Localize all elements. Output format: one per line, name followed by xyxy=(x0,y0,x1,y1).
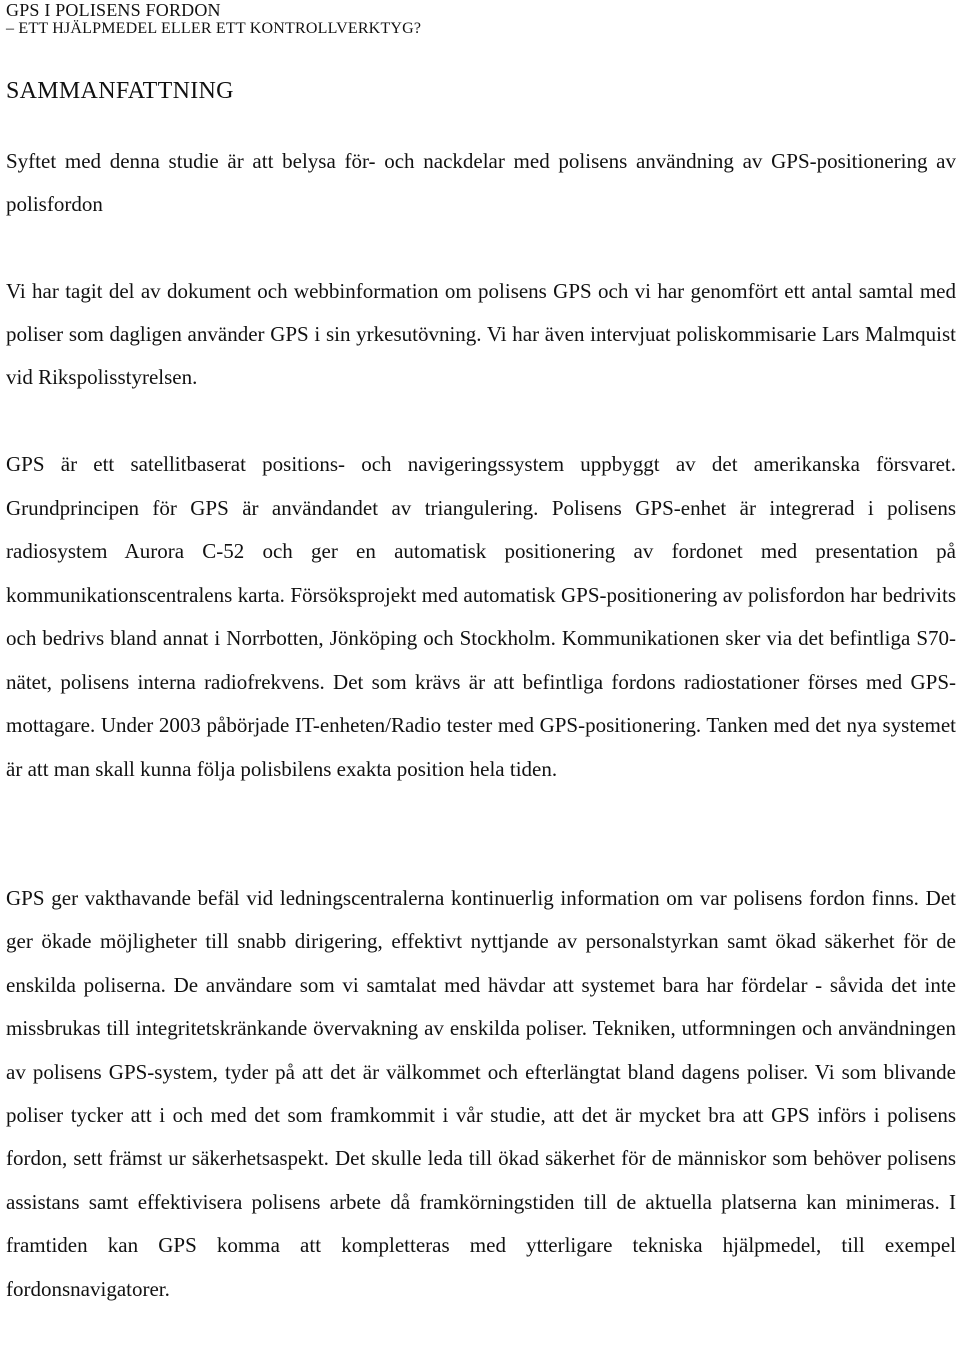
header-title: GPS I POLISENS FORDON xyxy=(6,0,221,20)
paragraph-purpose: Syftet med denna studie är att belysa för- och nackdelar med polisens användning av GPS-positionering av polisfordon xyxy=(6,149,956,216)
section-heading: SAMMANFATTNING xyxy=(6,78,234,104)
paragraph-conclusion: GPS ger vakthavande befäl vid ledningscentralerna kontinuerlig information om var polisens fordon finns. Det ger ökade möjligheter till snabb dirigering, effektivt nyttjande av personalstyrkan samt ökad säkerhet för de enskilda poliserna. De användare som vi samtalat med hävdar att systemet bara har fördelar - såvida det inte missbrukas till integritetskränkande övervakning av enskilda poliser. Tekniken, utformningen och användningen av polisens GPS-system, tyder på att det är välkommet och efterlängtat bland dagens poliser. Vi som blivande poliser tycker att i och med det som framkommit i vår studie, att det är mycket bra att GPS införs i polisens fordon, sett främst ur säkerhetsaspekt. Det skulle leda till ökad säkerhet för de människor som behöver polisens assistans samt effektivisera polisens arbete då framkörningstiden till de aktuella platserna kan minimeras. I framtiden kan GPS komma att kompletteras med ytterligare tekniska hjälpmedel, till exempel fordonsnavigatorer. xyxy=(6,886,956,1301)
paragraph-gps-background: GPS är ett satellitbaserat positions- och navigeringssystem uppbyggt av det amerikanska försvaret. Grundprincipen för GPS är användandet av triangulering. Polisens GPS-enhet är integrerad i polisens radiosystem Aurora C-52 och ger en automatisk positionering av fordonet med presentation på kommunikationscentralens karta. Försöksprojekt med automatisk GPS-positionering av polisfordon har bedrivits och bedrivs bland annat i Norrbotten, Jönköping och Stockholm. Kommunikationen sker via det befintliga S70-nätet, polisens interna radiofrekvens. Det som krävs är att befintliga fordons radiostationer förses med GPS-mottagare. Under 2003 påbörjade IT-enheten/Radio tester med GPS-positionering. Tanken med det nya systemet är att man skall kunna följa polisbilens exakta position hela tiden. xyxy=(6,452,956,781)
paragraph-method: Vi har tagit del av dokument och webbinformation om polisens GPS och vi har genomfört ett antal samtal med poliser som dagligen använder GPS i sin yrkesutövning. Vi har även intervjuat poliskommisarie Lars Malmquist vid Rikspolisstyrelsen. xyxy=(6,279,956,389)
header-subtitle: – ETT HJÄLPMEDEL ELLER ETT KONTROLLVERKTYG? xyxy=(6,20,422,37)
running-header xyxy=(6,0,421,38)
